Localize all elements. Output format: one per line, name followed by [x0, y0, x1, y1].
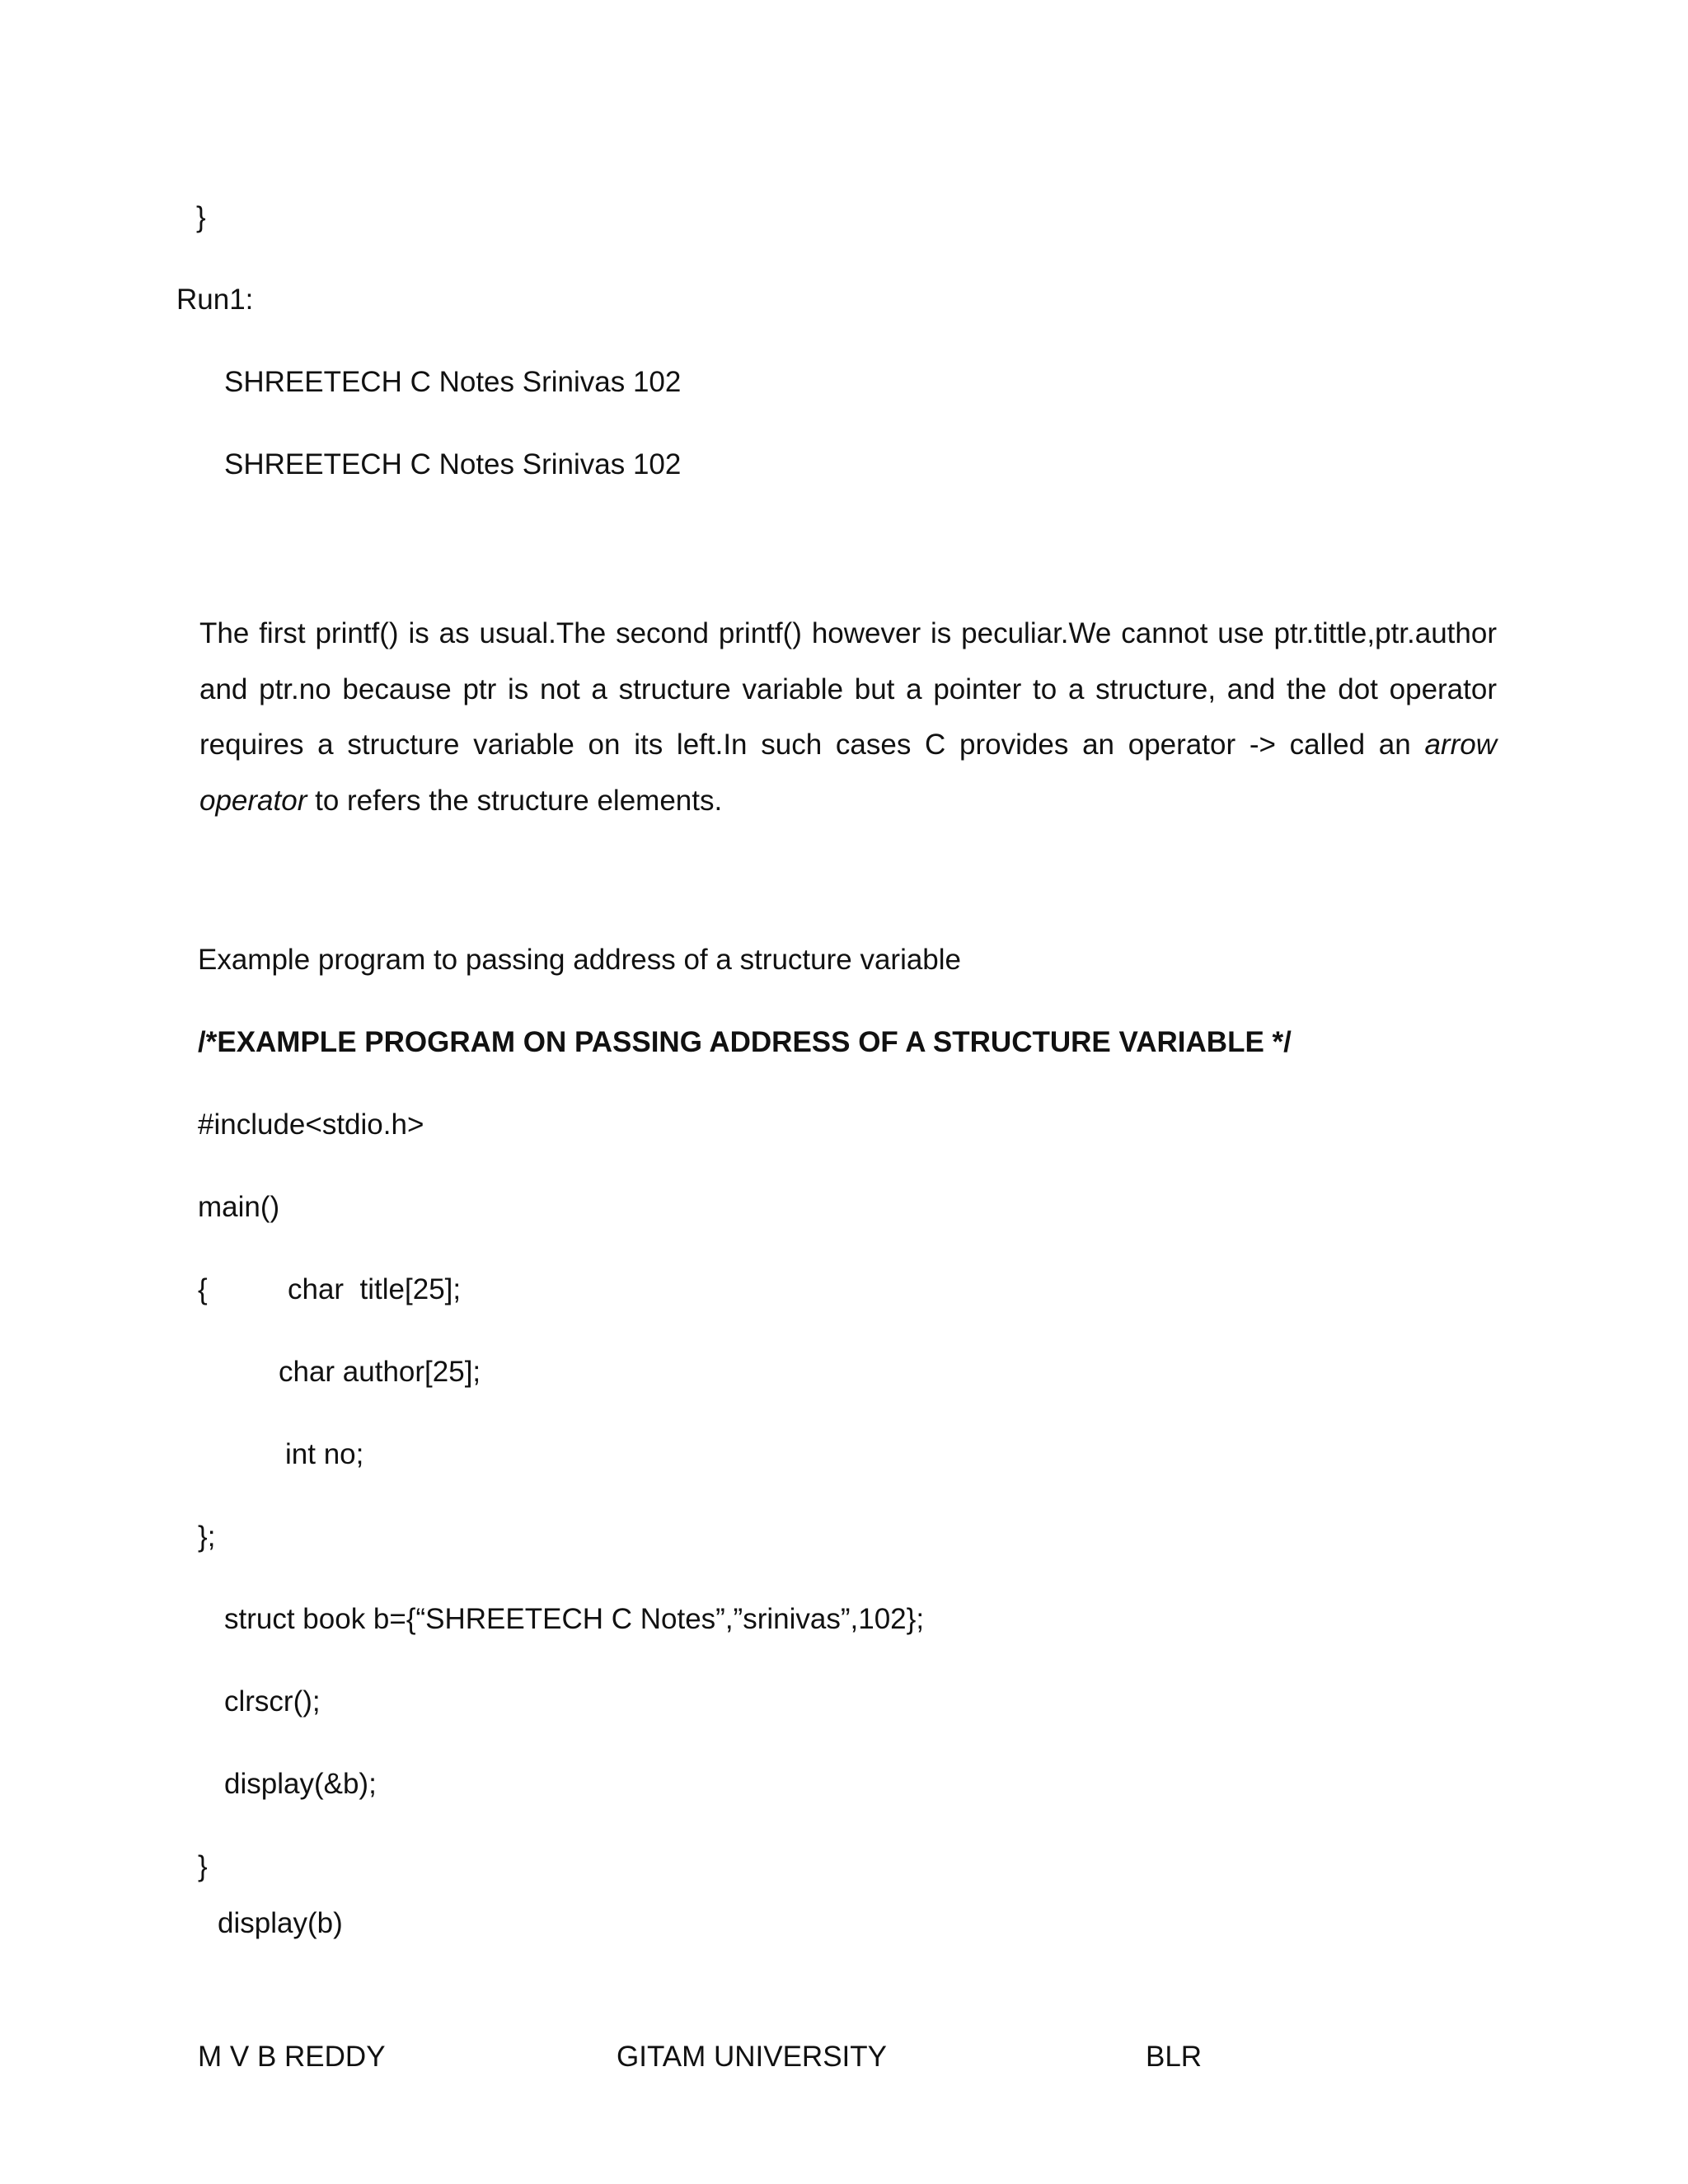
code-line: struct book b={“SHREETECH C Notes”,”srinivas”,102}; [224, 1603, 925, 1635]
explanation-emphasis: arrow operator [199, 729, 1497, 817]
run-output-line: SHREETECH C Notes Srinivas 102 [224, 366, 682, 398]
explanation-text-end: to refers the structure elements. [307, 784, 723, 817]
run-output-line: SHREETECH C Notes Srinivas 102 [224, 448, 682, 480]
code-line: clrscr(); [224, 1685, 321, 1718]
code-line: int no; [285, 1438, 364, 1470]
code-line: main() [198, 1191, 280, 1223]
footer-author: M V B REDDY [198, 2041, 386, 2073]
explanation-text: The first printf() is as usual.The second printf() however is peculiar.We cannot use ptr.tittle,ptr.author and ptr.no because ptr is not a structure variable but a pointer to a structure, and the dot operator requires a structure variable on its left.In such cases C provides an operator -> called an [199, 617, 1497, 761]
code-line: }; [198, 1521, 216, 1553]
example-intro: Example program to passing address of a structure variable [198, 944, 962, 976]
code-line: display(&b); [224, 1768, 377, 1800]
footer-location: BLR [1146, 2041, 1203, 2073]
code-line: } [198, 1850, 208, 1882]
code-line: #include<stdio.h> [198, 1108, 424, 1141]
explanation-paragraph [199, 606, 1497, 828]
footer-university: GITAM UNIVERSITY [617, 2041, 887, 2073]
code-line: display(b) [218, 1907, 343, 1939]
example-heading: /*EXAMPLE PROGRAM ON PASSING ADDRESS OF A STRUCTURE VARIABLE */ [198, 1026, 1292, 1058]
code-closing-brace: } [196, 201, 206, 233]
code-line: char title[25]; [288, 1273, 462, 1305]
code-line: { [198, 1273, 208, 1305]
run-label: Run1: [176, 284, 254, 316]
code-line: char author[25]; [279, 1356, 481, 1388]
